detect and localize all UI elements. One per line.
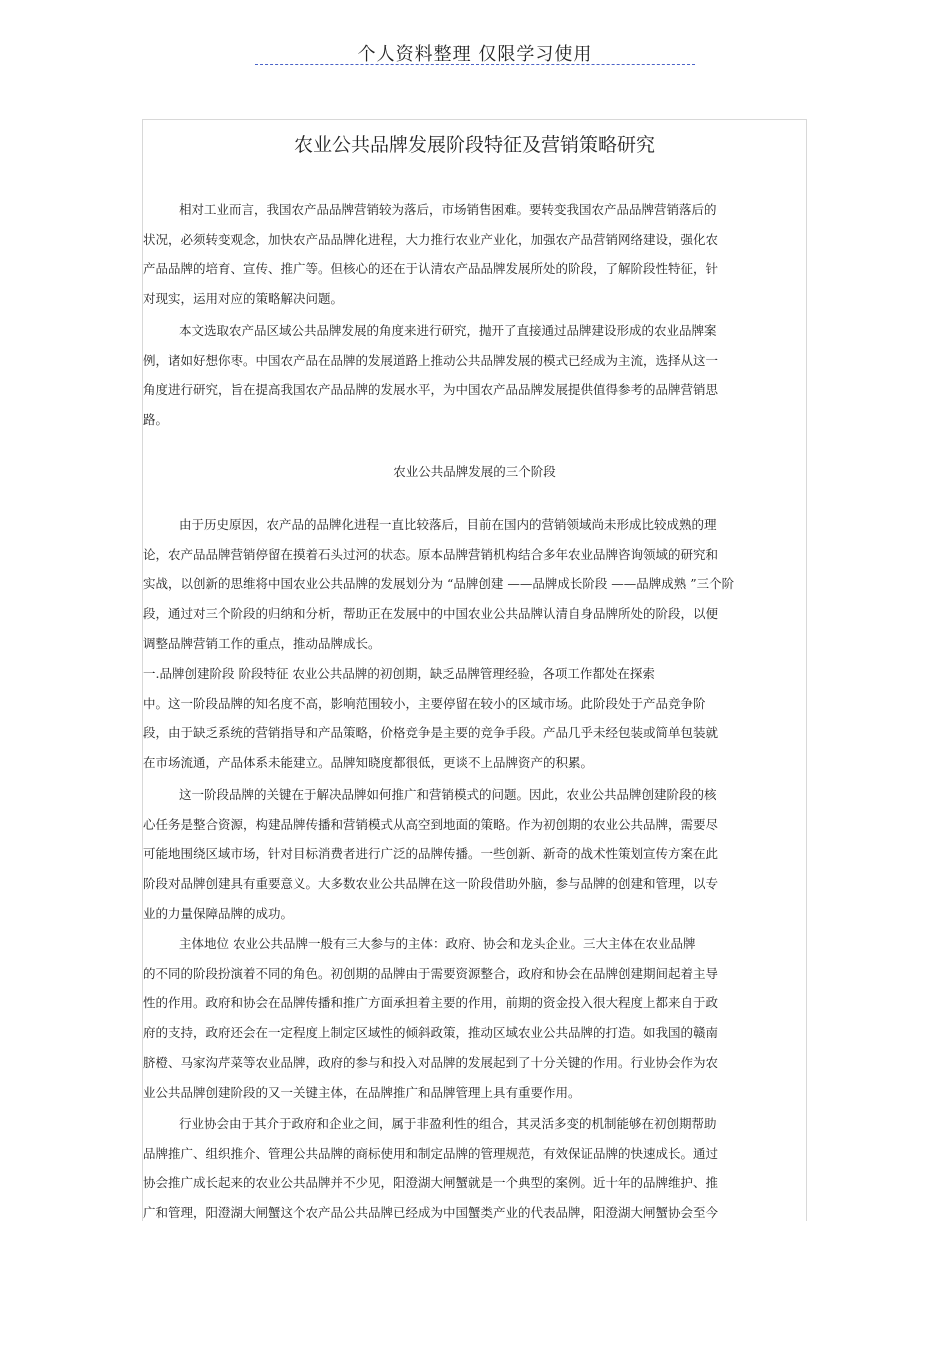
text-line: 段，由于缺乏系统的营销指导和产品策略，价格竞争是主要的竞争手段。产品几乎未经包装或简单包装就 bbox=[143, 725, 719, 741]
text-line: 路。 bbox=[143, 412, 169, 428]
text-line: 府的支持，政府还会在一定程度上制定区域性的倾斜政策，推动区域农业公共品牌的打造。如我国的赣南 bbox=[143, 1025, 719, 1041]
text-line: 的不同的阶段扮演着不同的角色。初创期的品牌由于需要资源整合，政府和协会在品牌创建期间起着主导 bbox=[143, 965, 719, 981]
text-line: 在市场流通，产品体系未能建立。品牌知晓度都很低，更谈不上品牌资产的积累。 bbox=[143, 755, 594, 771]
document-title: 农业公共品牌发展阶段特征及营销策略研究 bbox=[293, 134, 655, 156]
paragraph-three-stages bbox=[143, 510, 743, 659]
text-line: 角度进行研究，旨在提高我国农产品品牌的发展水平，为中国农产品品牌发展提供值得参考的品牌营销思 bbox=[143, 382, 719, 398]
text-line: 这一阶段品牌的关键在于解决品牌如何推广和营销模式的问题。因此，农业公共品牌创建阶段的核 bbox=[179, 787, 717, 802]
text-line: 业的力量保障品牌的成功。 bbox=[143, 905, 294, 921]
text-line: 由于历史原因，农产品的品牌化进程一直比较落后，目前在国内的营销领域尚未形成比较成熟的理 bbox=[179, 517, 717, 532]
text-line: 心任务是整合资源，构建品牌传播和营销模式从高空到地面的策略。作为初创期的农业公共品牌，需要尽 bbox=[143, 816, 719, 832]
paragraph-industry-association bbox=[143, 1109, 743, 1228]
paragraph-main-actors bbox=[143, 929, 743, 1107]
text-line: 业公共品牌创建阶段的又一关键主体，在品牌推广和品牌管理上具有重要作用。 bbox=[143, 1084, 581, 1100]
text-line: 例，诸如好想你枣。中国农产品在品牌的发展道路上推动公共品牌发展的模式已经成为主流，选择从这一 bbox=[143, 352, 719, 368]
text-line: 实战，以创新的思维将中国农业公共品牌的发展划分为 “品牌创建 ——品牌成长阶段 ——品牌成熟 ”三个阶 bbox=[143, 576, 735, 592]
header-dashed-rule bbox=[255, 64, 695, 65]
text-line: 本文选取农产品区域公共品牌发展的角度来进行研究，抛开了直接通过品牌建设形成的农业品牌案 bbox=[179, 323, 717, 338]
text-line: 对现实，运用对应的策略解决问题。 bbox=[143, 291, 344, 307]
paragraph-intro bbox=[143, 195, 743, 314]
text-line: 可能地围绕区域市场，针对目标消费者进行广泛的品牌传播。一些创新、新奇的战术性策划宣传方案在此 bbox=[143, 846, 719, 862]
text-line: 状况，必须转变观念，加快农产品品牌化进程，大力推行农业产业化，加强农产品营销网络建设，强化农 bbox=[143, 231, 719, 247]
page-header: 个人资料整理 仅限学习使用 bbox=[357, 44, 593, 65]
text-line: 主体地位 农业公共品牌一般有三大参与的主体：政府、协会和龙头企业。三大主体在农业品牌 bbox=[179, 936, 696, 951]
text-line: 调整品牌营销工作的重点，推动品牌成长。 bbox=[143, 635, 381, 651]
text-line: 脐橙、马家沟芹菜等农业品牌，政府的参与和投入对品牌的发展起到了十分关键的作用。行业协会作为农 bbox=[143, 1054, 719, 1070]
text-line: 段，通过对三个阶段的归纳和分析，帮助正在发展中的中国农业公共品牌认清自身品牌所处的阶段，以便 bbox=[143, 606, 719, 622]
text-line: 性的作用。政府和协会在品牌传播和推广方面承担着主要的作用，前期的资金投入很大程度上都来自于政 bbox=[143, 995, 719, 1011]
text-line: 品牌推广、组织推介、管理公共品牌的商标使用和制定品牌的管理规范，有效保证品牌的快速成长。通过 bbox=[143, 1145, 719, 1161]
paragraph-scope bbox=[143, 316, 743, 435]
text-line: 相对工业而言，我国农产品品牌营销较为落后，市场销售困难。要转变我国农产品品牌营销落后的 bbox=[179, 202, 717, 217]
paragraph-stage-key bbox=[143, 780, 743, 929]
text-line: 中。这一阶段品牌的知名度不高，影响范围较小，主要停留在较小的区域市场。此阶段处于产品竞争阶 bbox=[143, 695, 706, 711]
text-line: 广和管理，阳澄湖大闸蟹这个农产品公共品牌已经成为中国蟹类产业的代表品牌，阳澄湖大闸蟹协会至今 bbox=[143, 1205, 719, 1221]
paragraph-stage-one bbox=[143, 659, 743, 778]
text-line: 阶段对品牌创建具有重要意义。大多数农业公共品牌在这一阶段借助外脑，参与品牌的创建和管理，以专 bbox=[143, 876, 719, 892]
text-line: 论，农产品品牌营销停留在摸着石头过河的状态。原本品牌营销机构结合多年农业品牌咨询领域的研究和 bbox=[143, 546, 719, 562]
text-line: 产品品牌的培育、宣传、推广等。但核心的还在于认清农产品品牌发展所处的阶段，了解阶段性特征，针 bbox=[143, 261, 719, 277]
section-title: 农业公共品牌发展的三个阶段 bbox=[393, 464, 556, 479]
text-line: 行业协会由于其介于政府和企业之间，属于非盈利性的组合，其灵活多变的机制能够在初创期帮助 bbox=[179, 1116, 717, 1131]
text-line: 协会推广成长起来的农业公共品牌并不少见，阳澄湖大闸蟹就是一个典型的案例。近十年的品牌维护、推 bbox=[143, 1175, 719, 1191]
text-line: 一.品牌创建阶段 阶段特征 农业公共品牌的初创期，缺乏品牌管理经验，各项工作都处在探索 bbox=[143, 666, 655, 681]
